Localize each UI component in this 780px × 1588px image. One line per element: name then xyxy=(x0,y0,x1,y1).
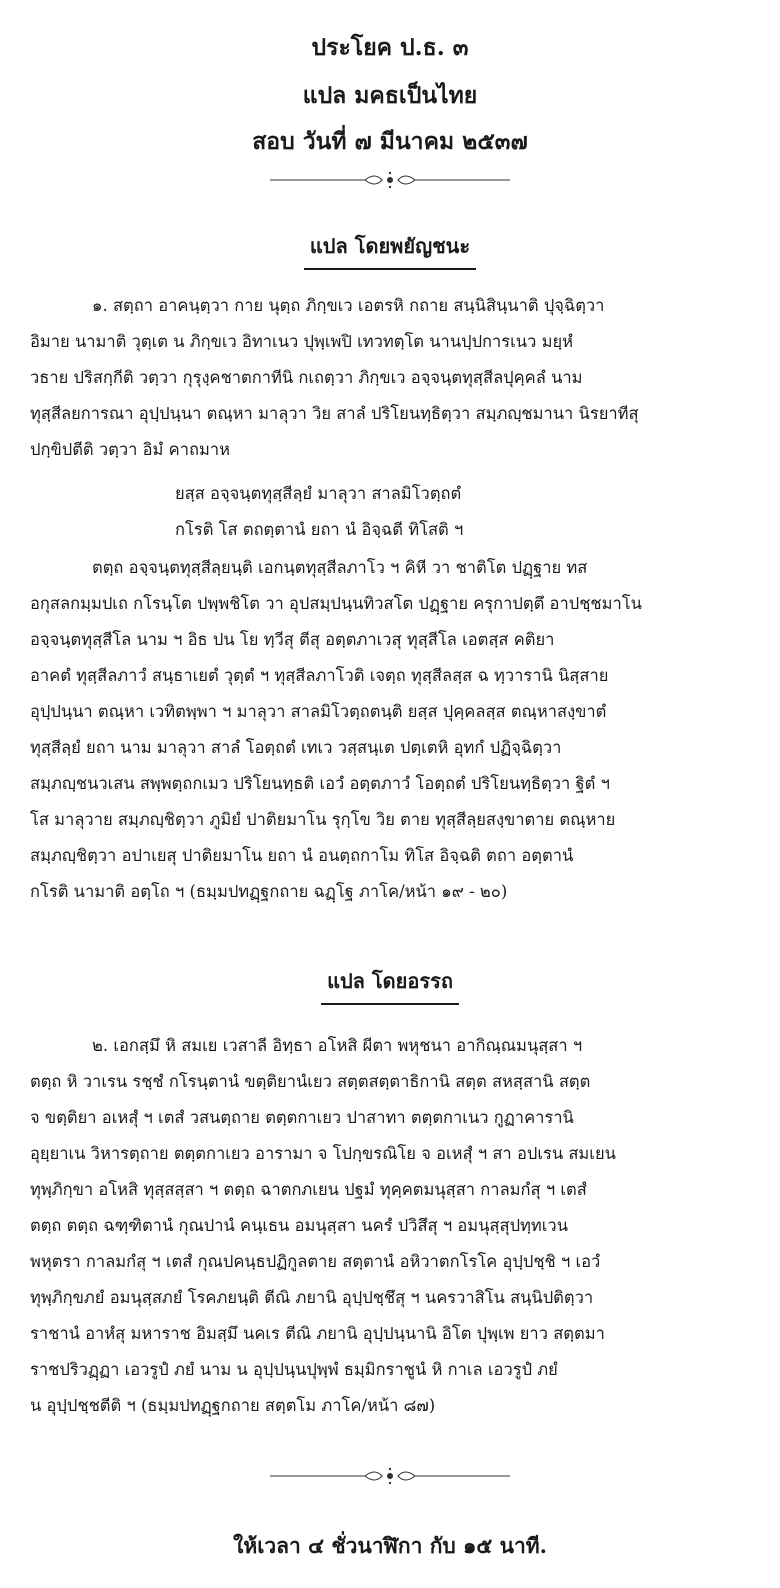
line: ทุสฺสีลยการณา อุปฺปนฺนา ตณฺหา มาลุวา วิย สาลํ ปริโยนทฺธิตฺวา สมฺภญฺชมานา นิรยาทีสุ xyxy=(30,404,639,423)
line: ปกฺขิปตีติ วตฺวา อิมํ คาถมาห xyxy=(30,440,230,459)
line: ตตฺถ อจฺจนฺตทุสฺสีลฺยนฺติ เอกนฺตทุสฺสีลภาโว ฯ คิหี วา ชาติโต ปฏฺฐาย ทส xyxy=(92,558,588,577)
line: อกุสลกมฺมปเถ กโรนฺโต ปพฺพชิโต วา อุปสมฺปนฺนทิวสโต ปฏฺฐาย ครุกาปตฺตึ อาปชฺชมาโน xyxy=(30,594,642,613)
section-title-meaning: แปล โดยอรรถ xyxy=(0,965,780,1005)
line: ราชานํ อาหํสุ มหาราช อิมสฺมึ นคเร ตีณิ ภยานิ อุปฺปนฺนานิ อิโต ปุพฺเพ ยาว สตฺตมา xyxy=(30,1324,605,1343)
line: อิมาย นามาติ วุตฺเต น ภิกฺขเว อิทาเนว ปุพฺเพปิ เทวทตฺโต นานปฺปการเนว มยฺหํ xyxy=(30,332,574,351)
line: อจฺจนฺตทุสฺสีโล นาม ฯ อิธ ปน โย ทฺวีสุ ตีสุ อตฺตภาเวสุ ทุสฺสีโล เอตสฺส คติยา xyxy=(30,630,555,649)
line: ตตฺถ ตตฺถ ฉฑฺฑิตานํ กุณปานํ คนฺเธน อมนุสฺสา นครํ ปวิสึสุ ฯ อมนุสฺสุปทฺทเวน xyxy=(30,1216,568,1235)
line: โส มาลุวาย สมฺภญฺชิตฺวา ภูมิยํ ปาติยมาโน รุกฺโข วิย ตาย ทุสฺสีลฺยสงฺขาตาย ตณฺหาย xyxy=(30,810,616,829)
verse-line: กโรติ โส ตถตฺตานํ ยถา นํ อิจฺฉตี ทิโสติ ฯ xyxy=(175,520,464,539)
line: วธาย ปริสกฺกีติ วตฺวา กุรุงฺคชาตกาทีนิ กเถตฺวา ภิกฺขเว อจฺจนฺตทุสฺสีลปุคฺคลํ นาม xyxy=(30,368,583,387)
line: อุปฺปนฺนา ตณฺหา เวทิตพฺพา ฯ มาลุวา สาลมิโวตฺถตนฺติ ยสฺส ปุคฺคลสฺส ตณฺหาสงฺขาตํ xyxy=(30,702,607,721)
line: สมฺภญฺชิตฺวา อปาเยสุ ปาติยมาโน ยถา นํ อนตฺถกาโม ทิโส อิจฺฉติ ตถา อตฺตานํ xyxy=(30,846,574,865)
header-line-1: ประโยค ป.ธ. ๓ xyxy=(311,34,469,61)
line: จ ขตฺติยา อเหสุํ ฯ เตสํ วสนตฺถาย ตตฺตกาเยว ปาสาทา ตตฺตกาเนว กูฏาคารานิ xyxy=(30,1108,574,1127)
line: ตตฺถ หิ วาเรน รชฺชํ กโรนฺตานํ ขตฺติยานํเยว สตฺตสตฺตาธิกานิ สตฺต สหสฺสานิ สตฺต xyxy=(30,1072,591,1091)
line: ทุสฺสีลฺยํ ยถา นาม มาลุวา สาลํ โอตฺถตํ เทเว วสฺสนฺเต ปตฺเตหิ อุทกํ ปฏิจฺฉิตฺวา xyxy=(30,738,562,757)
line: ๒. เอกสฺมึ หิ สมเย เวสาลี อิทฺธา อโหสิ ผีตา พหุชนา อากิณฺณมนุสฺสา ฯ xyxy=(92,1036,583,1055)
line: อาคตํ ทุสฺสีลภาวํ สนฺธาเยตํ วุตฺตํ ฯ ทุสฺสีลภาโวติ เจตฺถ ทุสฺสีลสฺส ฉ ทฺวารานิ นิสฺสาย xyxy=(30,666,609,685)
line: ราชปริวฏฺฏา เอวรูปํ ภยํ นาม น อุปฺปนฺนปุพฺพํ ธมฺมิกราชูนํ หิ กาเล เอวรูปํ ภยํ xyxy=(30,1360,558,1379)
header-line-3: สอบ วันที่ ๗ มีนาคม ๒๕๓๗ xyxy=(252,128,528,155)
line: อุยฺยาเน วิหารตฺถาย ตตฺตกาเยว อารามา จ โปกฺขรณิโย จ อเหสุํ ฯ สา อปเรน สมเยน xyxy=(30,1144,616,1163)
line: สมฺภญฺชนวเสน สพฺพตฺถกเมว ปริโยนทฺธติ เอวํ อตฺตภาวํ โอตฺถตํ ปริโยนทฺธิตฺวา ฐิตํ ฯ xyxy=(30,774,610,793)
verse-line: ยสฺส อจฺจนฺตทุสฺสีลฺยํ มาลุวา สาลมิโวตฺถตํ xyxy=(175,484,462,503)
line: กโรติ นามาติ อตฺโถ ฯ (ธมฺมปทฏฺฐกถาย ฉฏฺโฐ ภาโค/หน้า ๑๙ - ๒๐) xyxy=(30,882,508,901)
ornament-divider-top xyxy=(270,170,510,190)
time-allowed: ให้เวลา ๔ ชั่วนาฬิกา กับ ๑๕ นาที. xyxy=(233,1533,547,1558)
line: ๑. สตฺถา อาคนฺตฺวา กาย นุตฺถ ภิกฺขเว เอตรหิ กถาย สนฺนิสินฺนาติ ปุจฺฉิตฺวา xyxy=(92,296,605,315)
section-title-literal: แปล โดยพยัญชนะ xyxy=(0,230,780,270)
ornament-divider-bottom xyxy=(270,1466,510,1486)
line: พหุตรา กาลมกํสุ ฯ เตสํ กุณปคนฺธปฏิกูลตาย สตฺตานํ อหิวาตกโรโค อุปฺปชฺชิ ฯ เอวํ xyxy=(30,1252,601,1271)
line: ทุพฺภิกฺขภยํ อมนุสฺสภยํ โรคภยนฺติ ตีณิ ภยานิ อุปฺปชฺชึสุ ฯ นครวาสิโน สนฺนิปติตฺวา xyxy=(30,1288,594,1307)
header-line-2: แปล มคธเป็นไทย xyxy=(302,82,478,109)
line: น อุปฺปชฺชตีติ ฯ (ธมฺมปทฏฺฐกถาย สตฺตโม ภาโค/หน้า ๘๗) xyxy=(30,1396,436,1415)
line: ทุพฺภิกฺขา อโหสิ ทุสฺสสฺสา ฯ ตตฺถ ฉาตกภเยน ปฐมํ ทุคฺคตมนุสฺสา กาลมกํสุ ฯ เตสํ xyxy=(30,1180,587,1199)
